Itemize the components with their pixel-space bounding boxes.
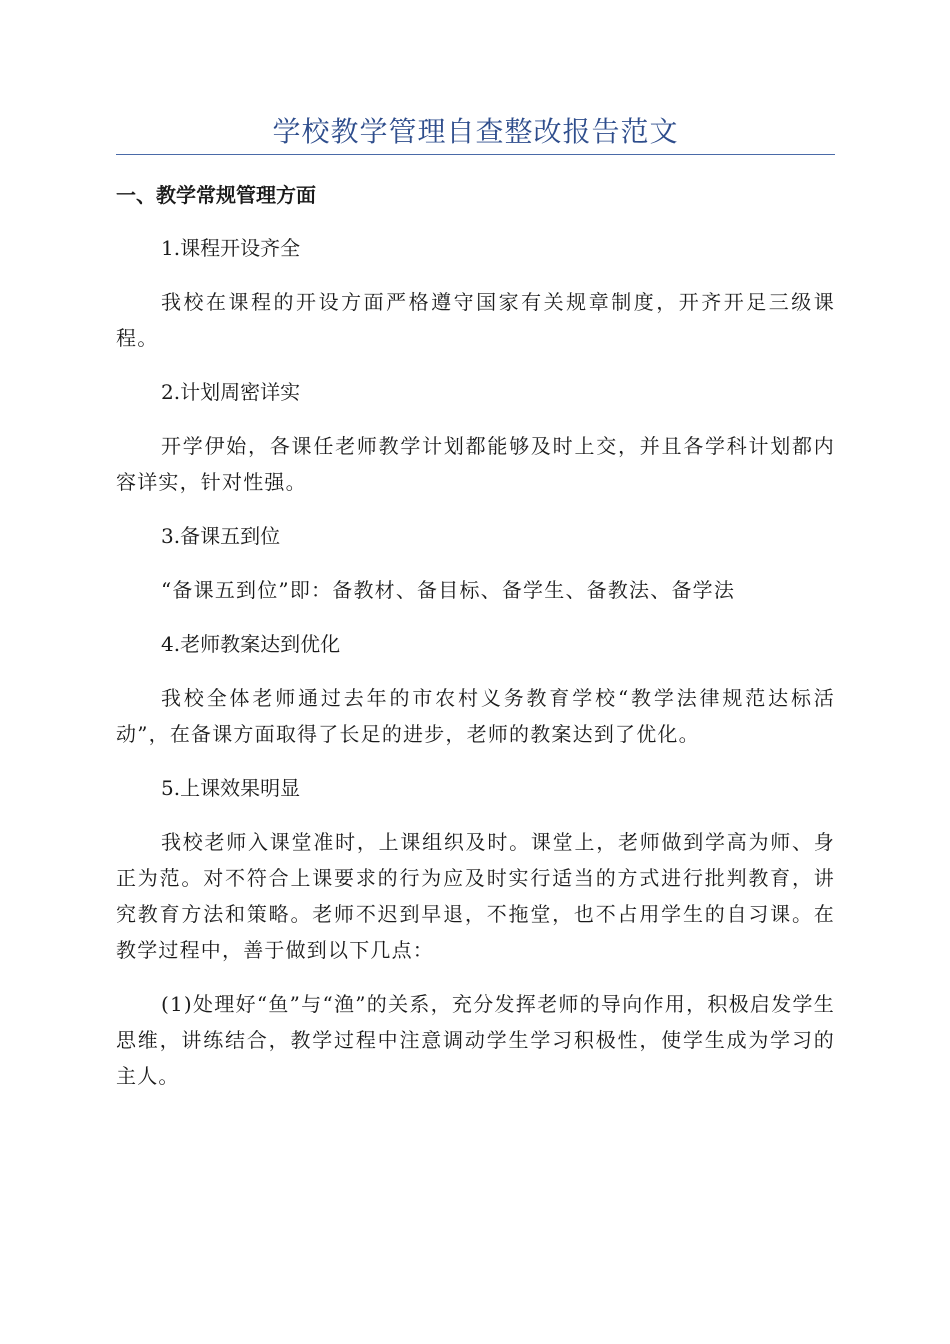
title-underline [116, 154, 835, 155]
paragraph-6: (1)处理好“鱼”与“渔”的关系，充分发挥老师的导向作用，积极启发学生思维，讲练结合，教学过程中注意调动学生学习积极性，使学生成为学习的主人。 [116, 992, 835, 1088]
subheading-3: 3.备课五到位 [161, 524, 281, 548]
subheading-5: 5.上课效果明显 [161, 776, 301, 800]
document-body [116, 230, 835, 1112]
subheading-4: 4.老师教案达到优化 [161, 632, 341, 656]
paragraph-5: 我校老师入课堂准时，上课组织及时。课堂上，老师做到学高为师、身正为范。对不符合上课要求的行为应及时实行适当的方式进行批判教育，讲究教育方法和策略。老师不迟到早退，不拖堂，也不占用学生的自习课。在教学过程中，善于做到以下几点： [116, 830, 835, 962]
document-title: 学校教学管理自查整改报告范文 [272, 115, 679, 148]
paragraph-4: 我校全体老师通过去年的市农村义务教育学校“教学法律规范达标活动”，在备课方面取得了长足的进步，老师的教案达到了优化。 [116, 686, 835, 746]
subheading-1: 1.课程开设齐全 [161, 236, 301, 260]
paragraph-1: 我校在课程的开设方面严格遵守国家有关规章制度，开齐开足三级课程。 [116, 290, 835, 350]
section-heading: 一、教学常规管理方面 [116, 183, 316, 207]
paragraph-3: “备课五到位”即：备教材、备目标、备学生、备教法、备学法 [161, 578, 736, 602]
subheading-2: 2.计划周密详实 [161, 380, 301, 404]
paragraph-2: 开学伊始，各课任老师教学计划都能够及时上交，并且各学科计划都内容详实，针对性强。 [116, 434, 835, 494]
